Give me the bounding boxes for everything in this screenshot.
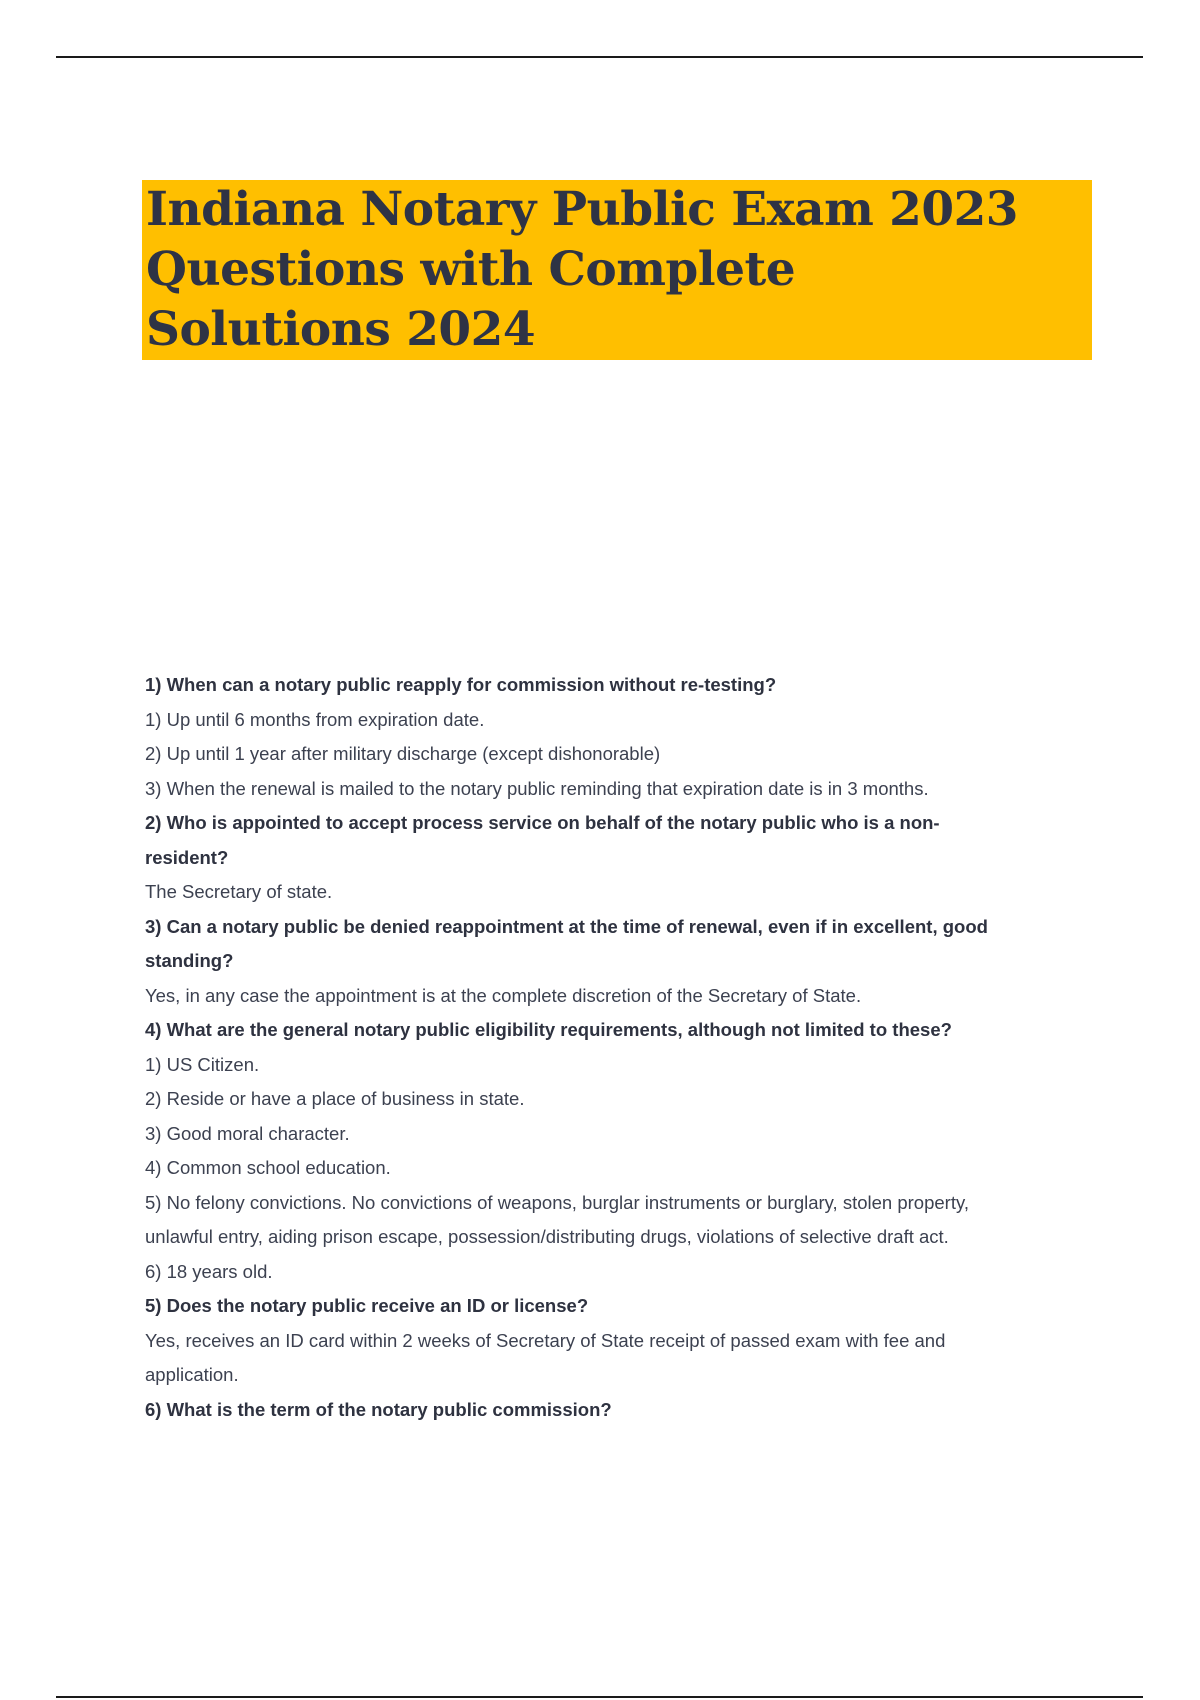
title-line-2: Questions with Complete	[146, 242, 796, 297]
question-line: 3) Can a notary public be denied reappointment at the time of renewal, even if in excellent, good	[145, 915, 988, 937]
top-rule	[56, 56, 1143, 58]
answer-line: 3) Good moral character.	[145, 1122, 350, 1144]
answer-line: 3) When the renewal is mailed to the notary public reminding that expiration date is in 3 months.	[145, 777, 929, 799]
question-line: 2) Who is appointed to accept process service on behalf of the notary public who is a non-	[145, 812, 940, 833]
document-title	[142, 180, 1092, 360]
question-line: 6) What is the term of the notary public commission?	[145, 1398, 612, 1420]
answer-line: 1) US Citizen.	[145, 1053, 260, 1075]
bottom-rule	[56, 1696, 1143, 1698]
answer-line: 6) 18 years old.	[145, 1260, 273, 1282]
answer-line: Yes, receives an ID card within 2 weeks of Secretary of State receipt of passed exam with fee and	[145, 1329, 946, 1351]
question-line: standing?	[145, 950, 234, 971]
answer-line: 1) Up until 6 months from expiration date.	[145, 708, 485, 730]
answer-line: The Secretary of state.	[145, 881, 333, 902]
question-line: resident?	[145, 846, 229, 868]
answer-line: 4) Common school education.	[145, 1157, 391, 1178]
question-line: 4) What are the general notary public eligibility requirements, although not limited to these?	[145, 1019, 952, 1040]
title-line-3: Solutions 2024	[146, 302, 536, 357]
question-line: 5) Does the notary public receive an ID or license?	[145, 1295, 589, 1316]
answer-line: 5) No felony convictions. No convictions of weapons, burglar instruments or burglary, stolen property,	[145, 1191, 969, 1213]
answer-line: 2) Up until 1 year after military discharge (except dishonorable)	[145, 743, 661, 764]
answer-line: application.	[145, 1364, 239, 1385]
qa-content	[145, 668, 1080, 1427]
answer-line: 2) Reside or have a place of business in state.	[145, 1088, 525, 1109]
answer-line: unlawful entry, aiding prison escape, possession/distributing drugs, violations of selective draft act.	[145, 1226, 949, 1247]
question-line: 1) When can a notary public reapply for commission without re-testing?	[145, 674, 777, 695]
answer-line: Yes, in any case the appointment is at the complete discretion of the Secretary of State.	[145, 984, 862, 1006]
title-line-1: Indiana Notary Public Exam 2023	[146, 182, 1018, 237]
